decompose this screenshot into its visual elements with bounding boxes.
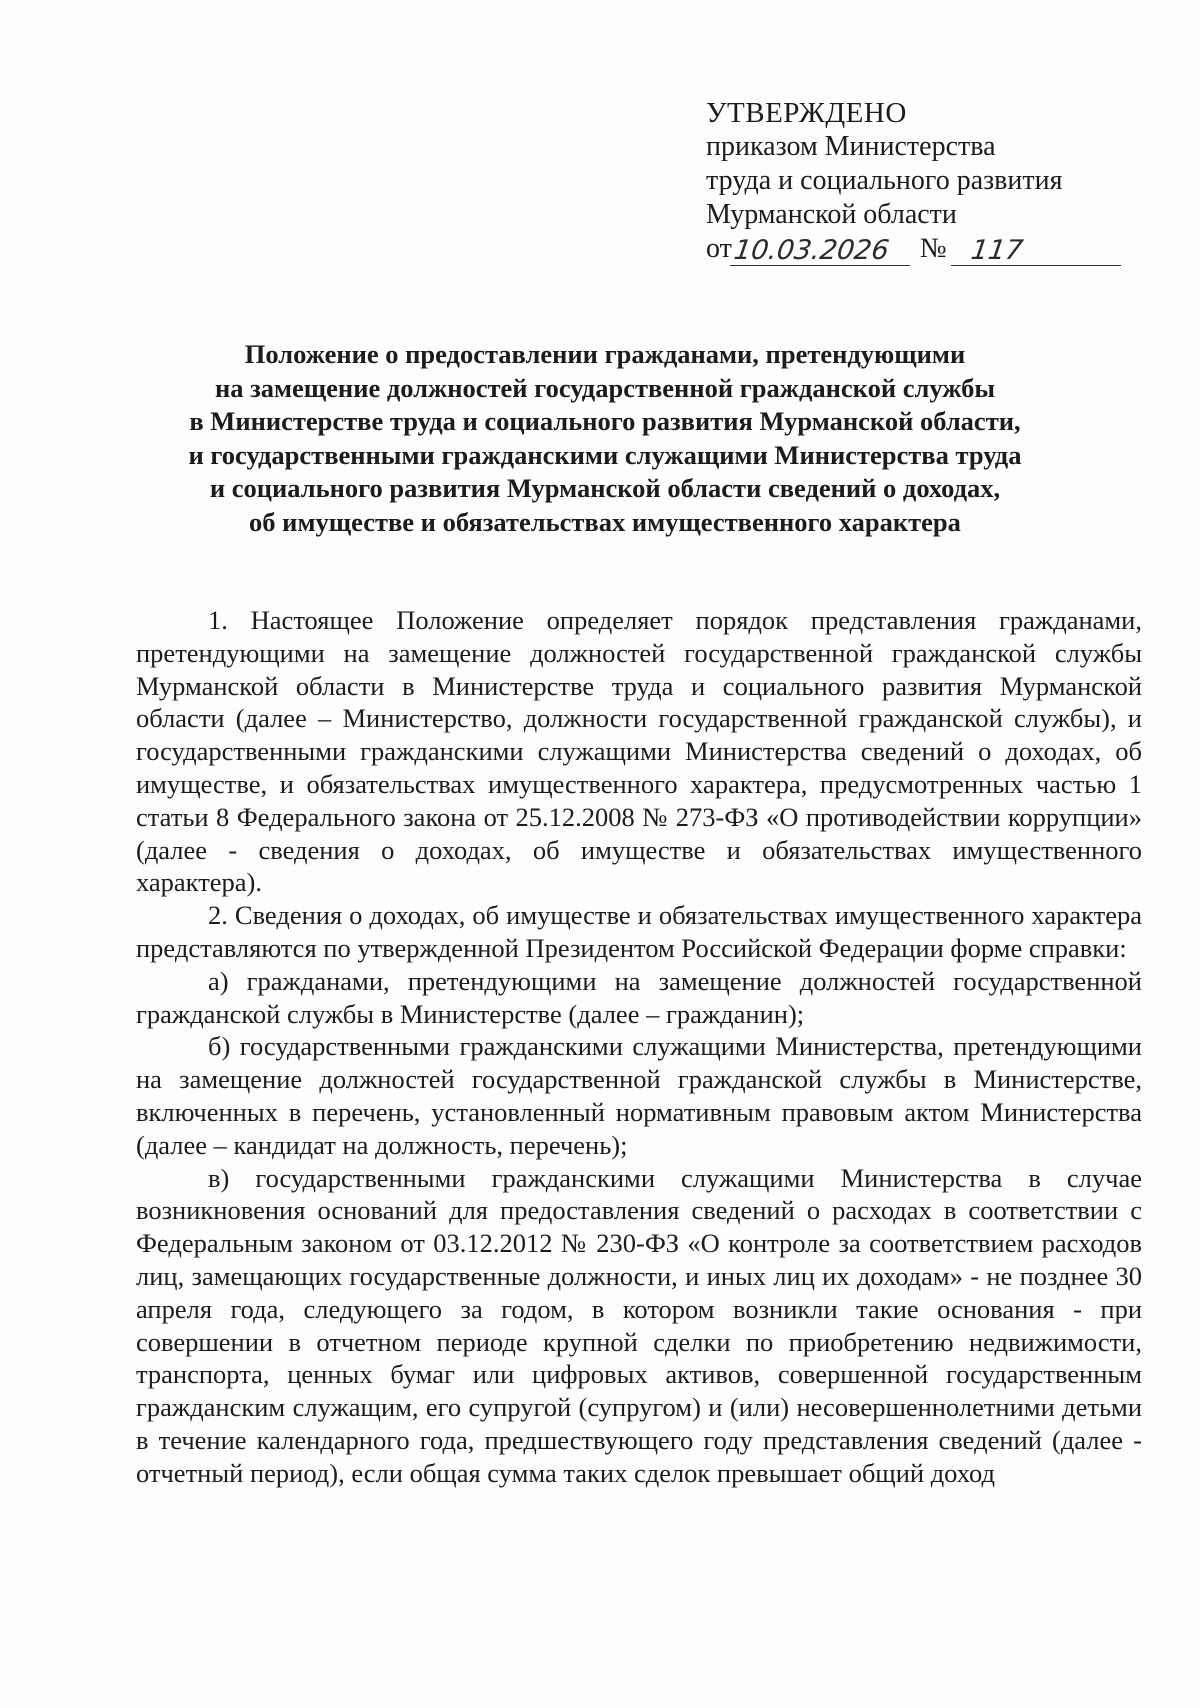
approval-line-2: труда и социального развития bbox=[706, 165, 1063, 196]
paragraph-2c: в) государственными гражданскими служащими Министерства в случае возникновения оснований для предоставления сведений о расходах в соответствии с Федеральным законом от 03.12.2012 № 230-ФЗ «О контроле за соответствием расходов лиц, замещающих государственные должности, и иных лиц их доходам» - не позднее 30 апреля года, следующего за годом, в котором возникли такие основания - при совершении в отчетном периоде крупной сделки по приобретению недвижимости, транспорта, ценных бумаг или цифровых активов, совершенной государственным гражданским служащим, его супругой (супругом) и (или) несовершеннолетними детьми в течение календарного года, предшествующего году представления сведений (далее - отчетный период), если общая сумма таких сделок превышает общий доход bbox=[136, 1162, 1142, 1488]
title-line: на замещение должностей государственной гражданской службы bbox=[214, 372, 996, 403]
paragraph-2a: а) гражданами, претендующими на замещение должностей государственной гражданской службы в Министерстве (далее – гражданин); bbox=[136, 965, 1142, 1029]
title-line: и социального развития Мурманской области сведений о доходах, bbox=[209, 473, 1001, 503]
paragraph-2: 2. Сведения о доходах, об имуществе и обязательствах имущественного характера представляются по утвержденной Президентом Российской Федерации форме справки: bbox=[136, 900, 1142, 963]
approval-date-number-row bbox=[706, 232, 1126, 266]
handwritten-date: 10.03.2026 bbox=[730, 237, 914, 266]
title-line: и государственными гражданскими служащими Министерства труда bbox=[188, 439, 1022, 470]
document-title bbox=[150, 338, 1060, 539]
title-line: в Министерстве труда и социального развития Мурманской области, bbox=[189, 406, 1021, 436]
approval-line-3: Мурманской области bbox=[706, 199, 957, 230]
paragraph-1: 1. Настоящее Положение определяет порядок представления гражданами, претендующими на замещение должностей государственной гражданской службы Мурманской области в Министерстве труда и социального развития Мурманской области (далее – Министерство, должности государственной гражданской службы), и государственными гражданскими служащими Министерства сведений о доходах, об имуществе, и обязательствах имущественного характера, предусмотренных частью 1 статьи 8 Федерального закона от 25.12.2008 № 273-ФЗ «О противодействии коррупции» (далее - сведения о доходах, об имуществе и обязательствах имущественного характера). bbox=[136, 605, 1142, 898]
number-label: № bbox=[919, 233, 947, 264]
approval-stamp-block bbox=[706, 96, 1126, 266]
document-body bbox=[136, 604, 1142, 1490]
title-line: Положение о предоставлении гражданами, претендующими bbox=[244, 339, 966, 369]
handwritten-number: 117 bbox=[951, 237, 1125, 266]
approval-line-1: приказом Министерства bbox=[706, 131, 996, 162]
paragraph-2b: б) государственными гражданскими служащими Министерства, претендующими на замещение должностей государственной гражданской службы в Министерстве, включенных в перечень, установленный нормативным правовым актом Министерства (далее – кандидат на должность, перечень); bbox=[136, 1031, 1142, 1160]
approval-heading: УТВЕРЖДЕНО bbox=[706, 97, 907, 129]
title-line: об имуществе и обязательствах имущественного характера bbox=[249, 506, 961, 537]
date-prefix: от bbox=[706, 233, 732, 264]
